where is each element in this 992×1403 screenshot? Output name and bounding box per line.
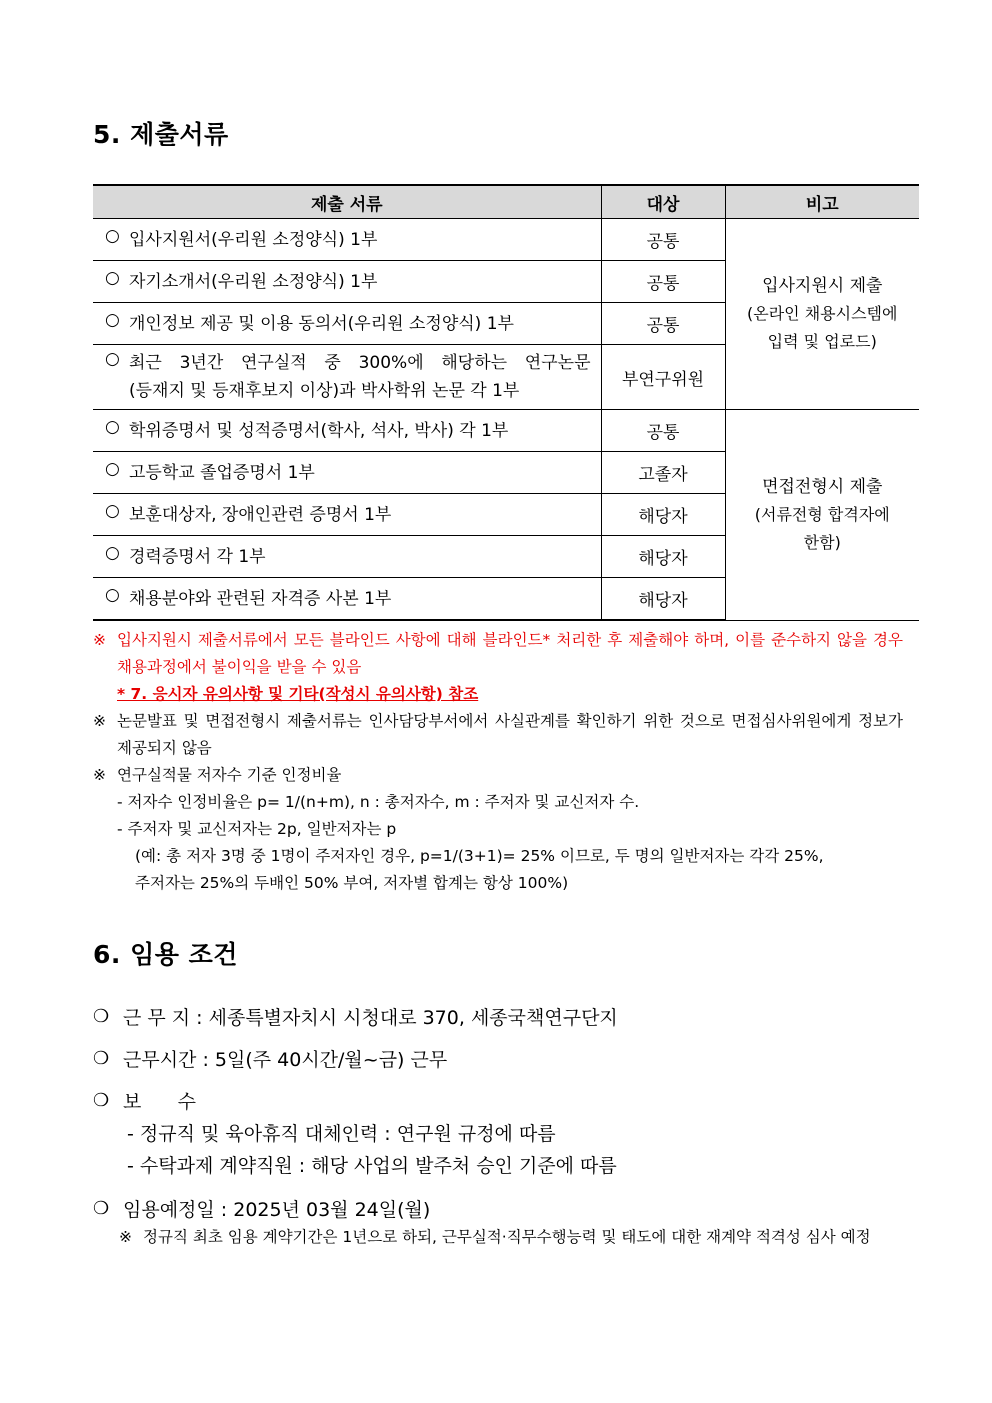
ratio-example-1: (예: 총 저자 3명 중 1명이 주저자인 경우, p=1/(3+1)= 25% 이므로, 두 명의 일반저자는 각각 25%, [135,847,824,865]
ratio-note [93,762,903,789]
section-6-title: 6. 임용 조건 [93,940,238,969]
ratio-line-1: - 저자수 인정비율은 p= 1/(n+m), n : 총저자수, m : 주저자 및 교신저자 수. [117,793,640,811]
bullet-icon: ○ [105,225,120,246]
start-date-row [93,1192,903,1224]
doc-cell [93,345,601,410]
doc-cell [93,578,601,621]
target-cell: 해당자 [601,494,725,536]
doc-cell [93,536,601,578]
documents-table [93,184,919,621]
bullet-icon: ○ [105,542,120,563]
header-target: 대상 [601,185,725,219]
target-cell: 해당자 [601,578,725,621]
bullet-icon: ○ [105,267,120,288]
hours-row [93,1042,903,1074]
blind-note-text: 입사지원시 제출서류에서 모든 블라인드 사항에 대해 블라인드* 처리한 후 제출해야 하며, 이를 준수하지 않을 경우 채용과정에서 불이익을 받을 수 있음 [117,631,903,676]
doc-cell [93,303,601,345]
blind-note [93,627,903,681]
pay-label: 보 수 [123,1090,196,1113]
target-cell: 부연구위원 [601,345,725,410]
bullet-icon: ○ [105,500,120,521]
doc-name: 개인정보 제공 및 이용 동의서(우리원 소정양식) 1부 [129,313,514,334]
remarks-block [93,627,903,897]
doc-name: 자기소개서(우리원 소정양식) 1부 [129,271,378,292]
circle-bullet-icon: ❍ [93,1197,110,1219]
pay-row [93,1084,903,1116]
remark-cell-online [725,219,919,410]
target-cell: 공통 [601,410,725,452]
note-mark-icon: ※ [93,766,106,784]
doc-name: 채용분야와 관련된 자격증 사본 1부 [129,588,392,609]
blind-reference: * 7. 응시자 유의사항 및 기타(작성시 유의사항) 참조 [117,685,479,703]
table-header-row [93,185,919,219]
employment-conditions [93,1000,903,1250]
pay-item-contract: - 수탁과제 계약직원 : 해당 사업의 발주처 승인 기준에 따름 [127,1154,617,1177]
circle-bullet-icon: ❍ [93,1005,110,1027]
bullet-icon: ○ [105,416,120,437]
table-row [93,219,919,261]
target-cell: 해당자 [601,536,725,578]
remark-cell-interview [725,410,919,621]
bullet-icon: ○ [105,458,120,479]
doc-name: 보훈대상자, 장애인관련 증명서 1부 [129,504,392,525]
header-documents: 제출 서류 [93,185,601,219]
remark-main: 면접전형시 제출 [762,476,883,497]
remark-main: 입사지원시 제출 [762,276,883,296]
target-cell: 공통 [601,261,725,303]
doc-name: 학위증명서 및 성적증명서(학사, 석사, 박사) 각 1부 [129,420,509,441]
note-mark-icon: ※ [119,1228,132,1246]
ratio-title: 연구실적물 저자수 기준 인정비율 [117,766,342,784]
remark-sub-2: 한함) [803,532,841,552]
note-mark-icon: ※ [93,712,106,730]
interview-note-text: 논문발표 및 면접전형시 제출서류는 인사담당부서에서 사실관계를 확인하기 위한 것으로 면접심사위원에게 정보가 제공되지 않음 [117,712,903,757]
doc-cell [93,261,601,303]
doc-name: 입사지원서(우리원 소정양식) 1부 [129,229,378,250]
ratio-example-2: 주저자는 25%의 두배인 50% 부여, 저자별 합계는 항상 100%) [135,874,569,892]
doc-cell [93,219,601,261]
circle-bullet-icon: ❍ [93,1047,110,1069]
contract-note [93,1224,903,1250]
doc-name-line-2: (등재지 및 등재후보지 이상)과 박사학위 논문 각 1부 [129,381,520,401]
start-date-text: 임용예정일 : 2025년 03월 24일(월) [123,1198,431,1221]
bullet-icon: ○ [105,309,120,330]
table-row [93,410,919,452]
note-mark-icon: ※ [93,631,106,649]
doc-name: 고등학교 졸업증명서 1부 [129,462,315,483]
doc-name-line-1: 최근 3년간 연구실적 중 300%에 해당하는 연구논문 [129,353,591,373]
doc-name: 경력증명서 각 1부 [129,546,266,567]
doc-cell [93,494,601,536]
ratio-line-2: - 주저자 및 교신저자는 2p, 일반저자는 p [117,820,397,838]
remark-sub-1: (온라인 채용시스템에 [747,304,898,323]
remark-sub-1: (서류전형 합격자에 [754,504,890,524]
remark-sub-2: 입력 및 업로드) [767,332,877,351]
target-cell: 공통 [601,219,725,261]
contract-note-text: 정규직 최초 임용 계약기간은 1년으로 하되, 근무실적·직무수행능력 및 태도에 대한 재계약 적격성 심사 예정 [143,1228,871,1246]
header-remarks: 비고 [725,185,919,219]
target-cell: 공통 [601,303,725,345]
interview-note [93,708,903,762]
circle-bullet-icon: ❍ [93,1089,110,1111]
doc-cell [93,452,601,494]
hours-text: 근무시간 : 5일(주 40시간/월~금) 근무 [123,1048,448,1071]
doc-cell [93,410,601,452]
section-5-title: 5. 제출서류 [93,120,229,149]
workplace-text: 근 무 지 : 세종특별자치시 시청대로 370, 세종국책연구단지 [123,1006,618,1029]
pay-item-regular: - 정규직 및 육아휴직 대체인력 : 연구원 규정에 따름 [127,1122,556,1145]
bullet-icon: ○ [105,349,120,369]
target-cell: 고졸자 [601,452,725,494]
bullet-icon: ○ [105,584,120,605]
workplace-row [93,1000,903,1032]
